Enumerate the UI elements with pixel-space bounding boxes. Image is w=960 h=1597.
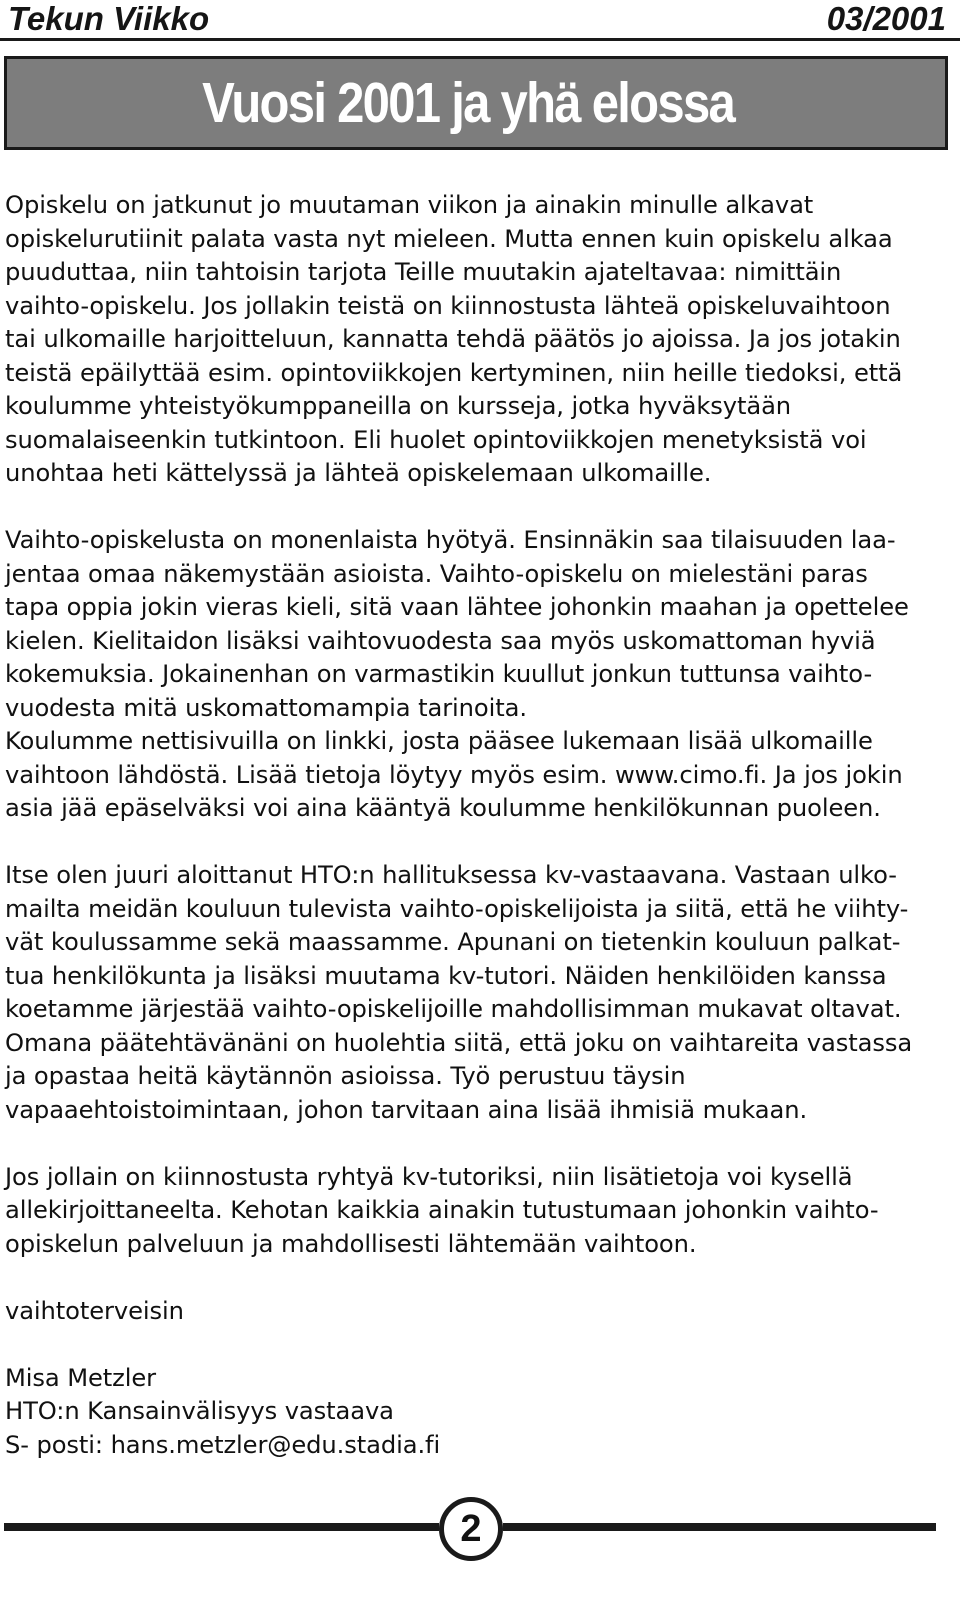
text-line: allekirjoittaneelta. Kehotan kaikkia ainakin tutustumaan johonkin vaihto-	[5, 1196, 879, 1224]
text-line: tapa oppia jokin vieras kieli, sitä vaan lähtee johonkin maahan ja opettelee	[5, 593, 909, 621]
text-line: vuodesta mitä uskomattomampia tarinoita.	[5, 693, 527, 722]
text-line: opiskelun palveluun ja mahdollisesti lähtemään vaihtoon.	[5, 1229, 697, 1258]
text-line: kielen. Kielitaidon lisäksi vaihtovuodesta saa myös uskomattoman hyviä	[5, 626, 876, 655]
text-line: Vaihto-opiskelusta on monenlaista hyötyä. Ensinnäkin saa tilaisuuden laa-	[5, 526, 896, 554]
text-line: kokemuksia. Jokainenhan on varmastikin kuullut jonkun tuttunsa vaihto-	[5, 660, 873, 688]
text-line: vapaaehtoistoimintaan, johon tarvitaan aina lisää ihmisiä mukaan.	[5, 1095, 808, 1124]
text-line: Koulumme nettisivuilla on linkki, josta pääsee lukemaan lisää ulkomaille	[5, 727, 873, 755]
text-line: tai ulkomaille harjoitteluun, kannatta tehdä päätös jo ajoissa. Ja jos jotakin	[5, 325, 901, 353]
text-line: vaihto-opiskelu. Jos jollakin teistä on kiinnostusta lähteä opiskeluvaihtoon	[5, 291, 891, 320]
article-title: Vuosi 2001 ja yhä elossa	[202, 71, 735, 135]
text-line: Jos jollain on kiinnostusta ryhtyä kv-tutoriksi, niin lisätietoja voi kysellä	[5, 1162, 853, 1191]
text-line: Omana päätehtävänäni on huolehtia siitä, että joku on vaihtareita vastassa	[5, 1028, 913, 1057]
paragraph-3	[5, 859, 940, 1127]
paragraph-1	[5, 189, 940, 491]
text-line: koulumme yhteistyökumppaneilla on kursseja, jotka hyväksytään	[5, 392, 792, 420]
text-line: koetamme järjestää vaihto-opiskelijoille mahdollisimman mukavat oltavat.	[5, 995, 902, 1023]
text-line: vaihtoon lähdöstä. Lisää tietoja löytyy myös esim. www.cimo.fi. Ja jos jokin	[5, 760, 903, 789]
signature-block	[5, 1362, 940, 1463]
article-body	[5, 189, 940, 1462]
author-name: Misa Metzler	[5, 1363, 156, 1392]
page-header	[0, 0, 960, 38]
issue-number: 03/2001	[826, 0, 946, 37]
paragraph-4	[5, 1161, 940, 1262]
footer-rule-right	[503, 1523, 936, 1531]
author-email: S- posti: hans.metzler@edu.stadia.fi	[5, 1430, 441, 1459]
header-divider	[0, 38, 960, 41]
text-line: asia jää epäselväksi voi aina kääntyä koulumme henkilökunnan puoleen.	[5, 794, 881, 822]
author-role: HTO:n Kansainvälisyys vastaava	[5, 1397, 394, 1425]
page-number-badge: 2	[439, 1497, 503, 1561]
text-line: puuduttaa, niin tahtoisin tarjota Teille muutakin ajateltavaa: nimittäin	[5, 258, 842, 286]
paragraph-2	[5, 524, 940, 826]
footer-rule-left	[4, 1523, 439, 1531]
text-line: ja opastaa heitä käytännön asioissa. Työ perustuu täysin	[5, 1062, 686, 1090]
text-line: Itse olen juuri aloittanut HTO:n hallituksessa kv-vastaavana. Vastaan ulko-	[5, 861, 897, 889]
text-line: opiskelurutiinit palata vasta nyt mieleen. Mutta ennen kuin opiskelu alkaa	[5, 224, 893, 253]
article-title-banner	[4, 56, 948, 150]
text-line: Opiskelu on jatkunut jo muutaman viikon ja ainakin minulle alkavat	[5, 191, 814, 219]
text-line: teistä epäilyttää esim. opintoviikkojen kertyminen, niin heille tiedoksi, että	[5, 358, 903, 387]
magazine-title: Tekun Viikko	[8, 0, 210, 37]
closing-greeting: vaihtoterveisin	[5, 1296, 184, 1325]
text-line: mailta meidän kouluun tulevista vaihto-opiskelijoista ja siitä, että he viihty-	[5, 894, 909, 923]
text-line: jentaa omaa näkemystään asioista. Vaihto-opiskelu on mielestäni paras	[5, 559, 868, 588]
text-line: unohtaa heti kättelyssä ja lähteä opiskelemaan ulkomaille.	[5, 459, 712, 487]
text-line: vät koulussamme sekä maassamme. Apunani on tietenkin kouluun palkat-	[5, 928, 901, 956]
text-line: tua henkilökunta ja lisäksi muutama kv-tutori. Näiden henkilöiden kanssa	[5, 961, 887, 990]
text-line: suomalaiseenkin tutkintoon. Eli huolet opintoviikkojen menetyksistä voi	[5, 425, 867, 454]
